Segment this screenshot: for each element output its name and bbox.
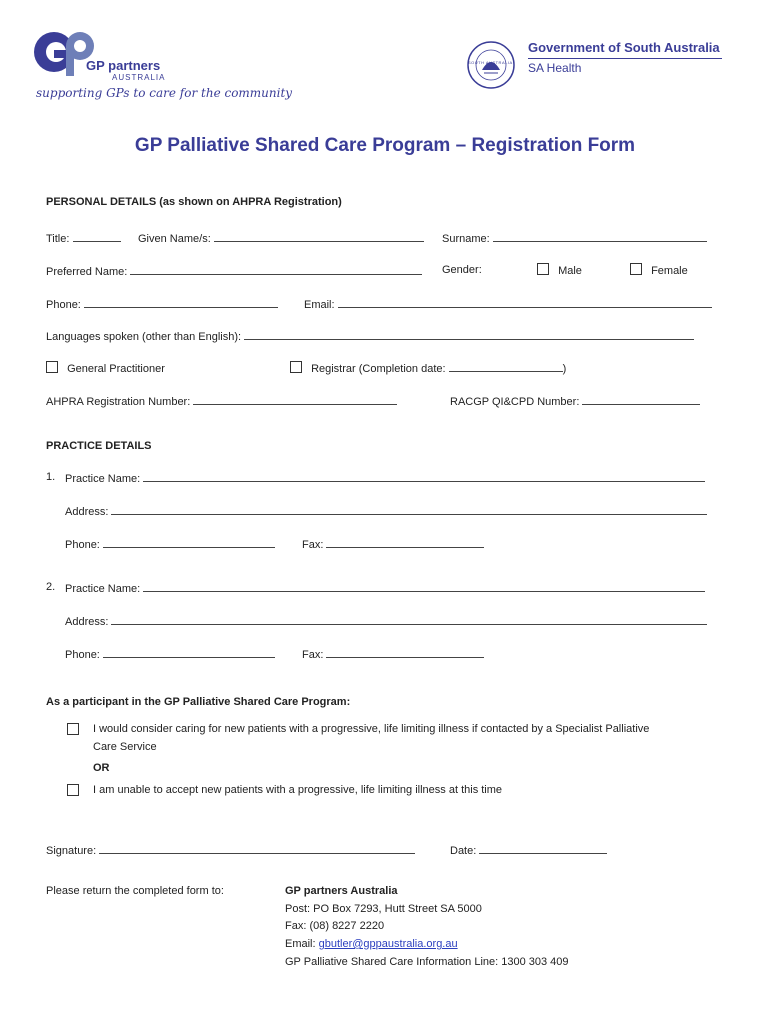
general-practitioner-checkbox[interactable]: [46, 361, 58, 373]
return-info-line: GP Palliative Shared Care Information Line: 1300 303 409: [285, 956, 569, 968]
preferred-name-line[interactable]: [130, 264, 422, 275]
sa-seal-icon: [462, 40, 520, 90]
registrar-label: Registrar (Completion date:: [311, 363, 446, 375]
phone-label: Phone:: [46, 299, 81, 311]
practice-2-name-field[interactable]: [65, 581, 705, 595]
gov-divider: [528, 58, 722, 59]
preferred-name-field[interactable]: [46, 264, 422, 278]
consider-checkbox[interactable]: [67, 723, 79, 735]
preferred-name-label: Preferred Name:: [46, 266, 128, 278]
registrar-date-line[interactable]: [449, 361, 563, 372]
unable-text: I am unable to accept new patients with a progressive, life limiting illness at this time: [93, 784, 503, 796]
practice-1-number: 1.: [46, 471, 56, 483]
given-name-field[interactable]: [138, 231, 424, 245]
consider-option[interactable]: [67, 723, 79, 737]
return-email-link[interactable]: gbutler@gppaustralia.org.au: [318, 938, 458, 950]
page-title: GP Palliative Shared Care Program – Registration Form: [134, 135, 636, 156]
practice-1-phone-field[interactable]: [65, 537, 275, 551]
gender-female-option[interactable]: [630, 263, 688, 277]
racgp-field[interactable]: [450, 394, 700, 408]
given-name-label: Given Name/s:: [138, 233, 211, 245]
phone-line[interactable]: [84, 297, 278, 308]
registrar-close: ): [562, 363, 567, 375]
female-label: Female: [651, 265, 688, 277]
return-org: GP partners Australia: [285, 885, 398, 897]
email-label: Email:: [304, 299, 335, 311]
email-line[interactable]: [338, 297, 712, 308]
practice-phone-label: Phone:: [65, 539, 100, 551]
phone-field[interactable]: [46, 297, 278, 311]
practice-2-phone-field[interactable]: [65, 647, 275, 661]
gp-partners-brand: GP partners: [86, 58, 161, 73]
return-label: Please return the completed form to:: [46, 885, 224, 897]
title-line[interactable]: [73, 231, 121, 242]
signature-line[interactable]: [99, 843, 415, 854]
practice-2-number: 2.: [46, 581, 56, 593]
practice-1-name-field[interactable]: [65, 471, 705, 485]
consider-text-2: Care Service: [93, 741, 157, 753]
personal-details-heading: PERSONAL DETAILS (as shown on AHPRA Registration): [46, 196, 342, 208]
email-field[interactable]: [304, 297, 712, 311]
gender-label: Gender:: [442, 264, 482, 276]
practice-1-phone-line[interactable]: [103, 537, 275, 548]
practice-name-label: Practice Name:: [65, 473, 141, 485]
gov-title: Government of South Australia: [528, 40, 720, 55]
surname-line[interactable]: [493, 231, 707, 242]
date-label: Date:: [450, 845, 477, 857]
racgp-label: RACGP QI&CPD Number:: [450, 396, 580, 408]
practice-1-name-line[interactable]: [143, 471, 705, 482]
practice-2-address-field[interactable]: [65, 614, 707, 628]
languages-line[interactable]: [244, 329, 694, 340]
date-line[interactable]: [479, 843, 607, 854]
male-label: Male: [558, 265, 582, 277]
practice-1-fax-line[interactable]: [326, 537, 484, 548]
signature-field[interactable]: [46, 843, 415, 857]
languages-label: Languages spoken (other than English):: [46, 331, 242, 343]
practice-1-address-field[interactable]: [65, 504, 707, 518]
or-label: OR: [93, 762, 110, 774]
date-field[interactable]: [450, 843, 607, 857]
female-checkbox[interactable]: [630, 263, 642, 275]
return-email-label: Email:: [285, 938, 316, 950]
gp-partners-sub: AUSTRALIA: [112, 73, 166, 82]
practice-fax-label: Fax:: [302, 649, 324, 661]
unable-checkbox[interactable]: [67, 784, 79, 796]
given-name-line[interactable]: [214, 231, 424, 242]
practice-1-fax-field[interactable]: [302, 537, 484, 551]
participant-heading: As a participant in the GP Palliative Shared Care Program:: [46, 696, 351, 708]
ahpra-label: AHPRA Registration Number:: [46, 396, 191, 408]
racgp-line[interactable]: [582, 394, 700, 405]
registrar-option[interactable]: [290, 361, 566, 375]
practice-2-address-line[interactable]: [111, 614, 707, 625]
sa-government-logo: [462, 40, 732, 94]
unable-option[interactable]: [67, 784, 79, 798]
gov-sub: SA Health: [528, 61, 582, 75]
practice-details-heading: PRACTICE DETAILS: [46, 440, 152, 452]
consider-text-1: I would consider caring for new patients with a progressive, life limiting illness if contacted by a Specialist Palliative: [93, 723, 650, 735]
title-field[interactable]: [46, 231, 121, 245]
practice-2-fax-line[interactable]: [326, 647, 484, 658]
general-practitioner-label: General Practitioner: [67, 363, 165, 375]
registrar-checkbox[interactable]: [290, 361, 302, 373]
signature-label: Signature:: [46, 845, 97, 857]
general-practitioner-option[interactable]: [46, 361, 165, 375]
practice-fax-label: Fax:: [302, 539, 324, 551]
practice-2-name-line[interactable]: [143, 581, 705, 592]
practice-name-label: Practice Name:: [65, 583, 141, 595]
gp-partners-tagline: supporting GPs to care for the community: [36, 86, 293, 100]
surname-field[interactable]: [442, 231, 707, 245]
address-label: Address:: [65, 506, 109, 518]
gender-male-option[interactable]: [537, 263, 582, 277]
practice-1-address-line[interactable]: [111, 504, 707, 515]
seal-text: SOUTH AUSTRALIA: [468, 60, 513, 65]
practice-2-fax-field[interactable]: [302, 647, 484, 661]
surname-label: Surname:: [442, 233, 490, 245]
languages-field[interactable]: [46, 329, 694, 343]
practice-phone-label: Phone:: [65, 649, 100, 661]
ahpra-line[interactable]: [193, 394, 397, 405]
return-fax: Fax: (08) 8227 2220: [285, 920, 385, 932]
title-label: Title:: [46, 233, 70, 245]
male-checkbox[interactable]: [537, 263, 549, 275]
practice-2-phone-line[interactable]: [103, 647, 275, 658]
ahpra-field[interactable]: [46, 394, 397, 408]
address-label: Address:: [65, 616, 109, 628]
return-post: Post: PO Box 7293, Hutt Street SA 5000: [285, 903, 482, 915]
return-email: [285, 938, 458, 950]
gp-partners-logo: [30, 24, 293, 106]
